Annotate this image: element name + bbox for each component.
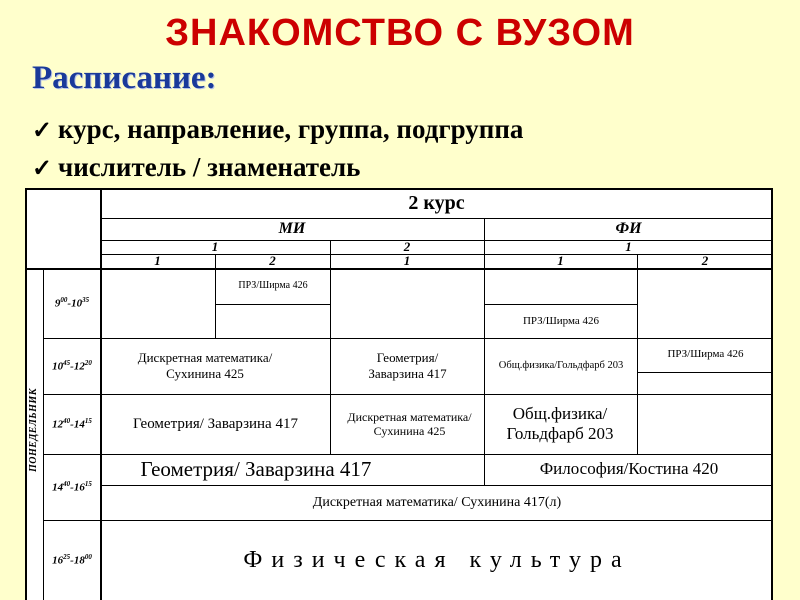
direction-header-fi: ФИ [615,220,642,238]
lesson-cell: Философия/Костина 420 [539,459,719,479]
bullet-text-2: числитель / знаменатель [58,152,361,182]
time-slot-5: $16^{25}-18^{00}$ [52,552,92,567]
lesson-cell: Геометрия/ Заварзина 417 [140,456,372,481]
group-header: 1 [211,239,219,255]
check-icon: ✓ [32,156,53,182]
subgroup-header: 1 [154,253,161,269]
grid-line [484,394,485,454]
subgroup-header: 2 [269,253,276,269]
subgroup-header: 1 [403,253,411,269]
day-label: ПОНЕДЕЛЬНИК [28,388,39,472]
lesson-cell: Геометрия/ Заварзина 417 [368,350,447,381]
group-header: 2 [403,239,411,255]
slide-subtitle: Расписание: [32,60,217,96]
lesson-cell: Физическая культура [243,547,631,574]
time-slot-4: $14^{40}-16^{15}$ [52,479,92,494]
lesson-cell: ПРЗ/Ширма 426 [667,348,744,361]
grid-line [25,268,773,270]
grid-line [637,372,773,373]
lesson-cell: ПРЗ/Ширма 426 [238,280,308,291]
time-slot-2: $10^{45}-12^{20}$ [52,358,92,373]
lesson-cell: Дискретная математика/ Сухинина 425 [347,409,472,438]
subgroup-header: 1 [557,253,564,269]
group-header: 1 [625,239,632,255]
lesson-cell: Общ.физика/ Гольдфарб 203 [506,404,614,443]
bullet-text-1: курс, направление, группа, подгруппа [58,114,524,144]
grid-line [215,304,330,305]
bullet-item-1 [32,116,523,143]
schedule-table [25,188,773,600]
lesson-cell: Общ.физика/Гольдфарб 203 [498,359,624,371]
grid-line [330,268,331,338]
bullet-item-2 [32,154,360,181]
grid-line [330,338,331,454]
lesson-cell: Дискретная математика/ Сухинина 425 [137,350,273,381]
table-border [25,188,27,600]
check-icon: ✓ [32,118,53,144]
time-slot-1: $9^{00}-10^{35}$ [54,295,90,310]
course-header: 2 курс [408,192,465,214]
lesson-cell: Геометрия/ Заварзина 417 [133,416,298,432]
slide-title: ЗНАКОМСТВО С ВУЗОМ [165,12,635,54]
lesson-cell: ПРЗ/Ширма 426 [522,314,600,327]
lesson-cell: Дискретная математика/ Сухинина 417(л) [312,494,562,510]
subgroup-header: 2 [701,253,709,269]
direction-header-mi: МИ [278,220,306,238]
time-slot-3: $12^{40}-14^{15}$ [52,416,92,431]
